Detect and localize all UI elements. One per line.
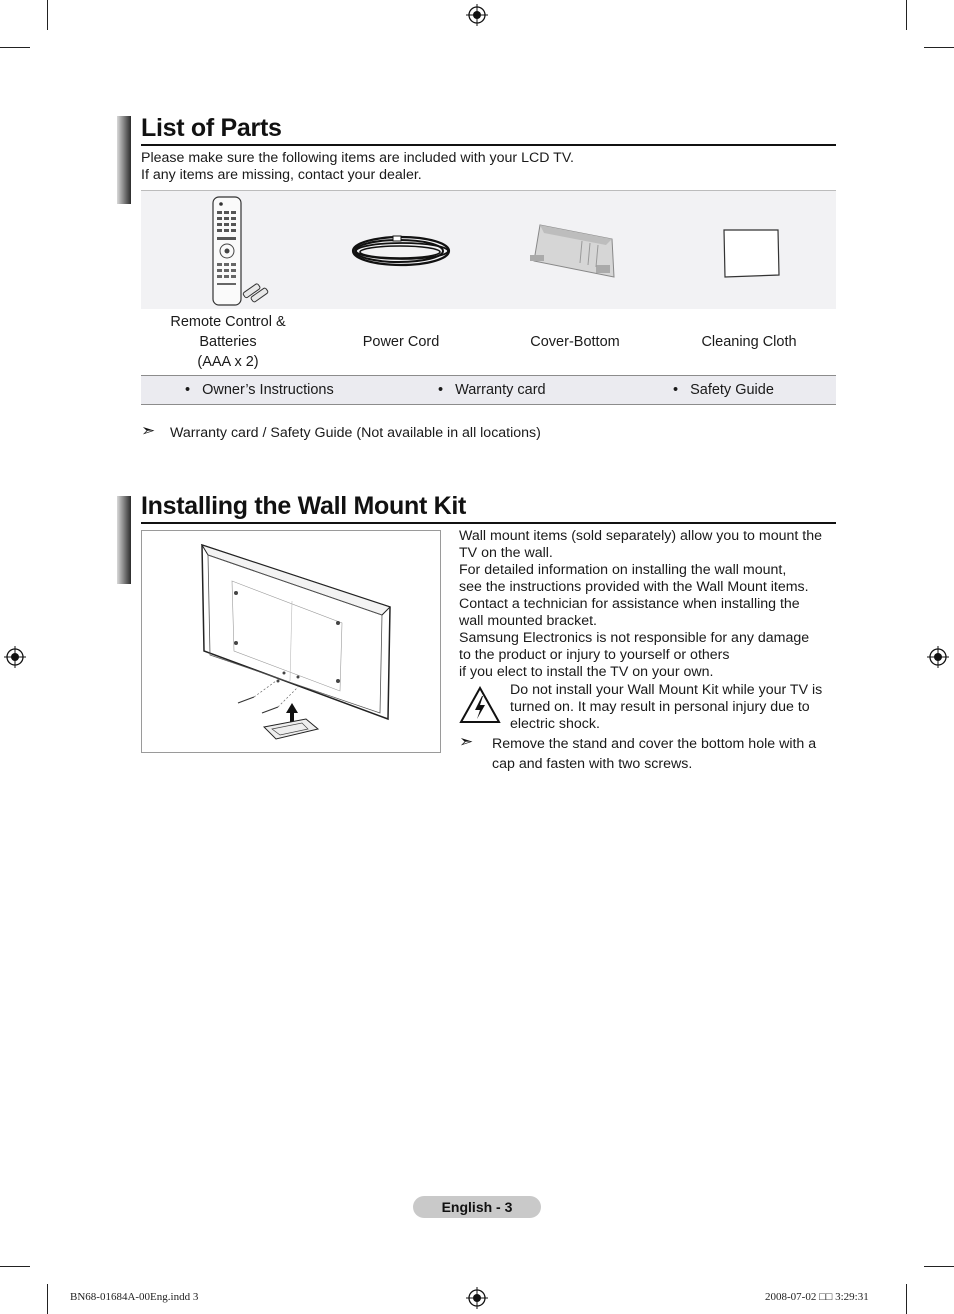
part-label-cover-bottom: Cover-Bottom — [530, 334, 620, 350]
text-line: electric shock. — [510, 716, 600, 732]
section-rule — [141, 144, 836, 146]
page-number-badge: English - 3 — [413, 1196, 541, 1218]
part-label-line: Remote Control & — [170, 314, 286, 330]
crop-mark — [906, 0, 907, 30]
documents-row — [141, 375, 836, 405]
registration-mark-icon — [466, 1287, 488, 1309]
wall-mount-text — [459, 528, 839, 681]
registration-mark-icon — [927, 646, 949, 668]
file-slug: BN68-01684A-00Eng.indd 3 — [70, 1291, 199, 1303]
electric-shock-warning-icon — [459, 686, 501, 724]
text-line: if you elect to install the TV on your own. — [459, 664, 714, 680]
text-line: cap and fasten with two screws. — [492, 756, 693, 772]
parts-images-band — [141, 190, 836, 309]
crop-mark — [924, 1266, 954, 1267]
part-label-line: (AAA x 2) — [197, 354, 259, 370]
timestamp-slug: 2008-07-02 □□ 3:29:31 — [765, 1291, 869, 1303]
crop-mark — [906, 1284, 907, 1314]
document-label: Warranty card — [455, 382, 546, 398]
text-line: to the product or injury to yourself or others — [459, 647, 730, 663]
paragraph — [459, 630, 839, 681]
bullet: • — [185, 382, 191, 398]
paragraph — [459, 528, 839, 562]
text-line: wall mounted bracket. — [459, 613, 598, 629]
crop-mark — [47, 0, 48, 30]
crop-mark — [924, 47, 954, 48]
document-label: Owner’s Instructions — [202, 382, 334, 398]
document-item — [673, 382, 774, 398]
wall-mount-illustration — [141, 530, 441, 753]
section-marker — [117, 496, 131, 584]
intro-line: If any items are missing, contact your dealer. — [141, 167, 422, 183]
bullet: • — [673, 382, 679, 398]
section-title-list-of-parts: List of Parts — [141, 114, 282, 142]
bullet: • — [438, 382, 444, 398]
note-arrow-icon: ➣ — [141, 421, 156, 440]
part-label-power-cord: Power Cord — [362, 334, 440, 350]
paragraph — [459, 562, 839, 630]
tv-wall-mount-diagram-icon — [142, 531, 440, 752]
text-line: Wall mount items (sold separately) allow you to mount the — [459, 528, 822, 544]
section-rule — [141, 522, 836, 524]
crop-mark — [0, 47, 30, 48]
text-line: see the instructions provided with the Wall Mount items. — [459, 579, 809, 595]
parts-note: Warranty card / Safety Guide (Not available in all locations) — [170, 425, 541, 441]
text-line: Do not install your Wall Mount Kit while your TV is — [510, 682, 823, 698]
wall-mount-note — [492, 734, 816, 774]
section-title-wall-mount: Installing the Wall Mount Kit — [141, 492, 467, 520]
part-label-cleaning-cloth: Cleaning Cloth — [701, 334, 797, 350]
document-item — [438, 382, 546, 398]
remote-control-icon — [207, 195, 269, 307]
note-arrow-icon: ➣ — [459, 732, 474, 751]
cleaning-cloth-icon — [721, 227, 781, 279]
text-line: For detailed information on installing the wall mount, — [459, 562, 787, 578]
section-marker — [117, 116, 131, 204]
warning-text — [510, 682, 840, 733]
cover-bottom-icon — [526, 221, 618, 281]
text-line: Samsung Electronics is not responsible for any damage — [459, 630, 810, 646]
document-item — [185, 382, 334, 398]
power-cord-icon — [349, 233, 453, 269]
parts-intro — [141, 150, 574, 184]
registration-mark-icon — [466, 4, 488, 26]
part-label-line: Batteries — [199, 334, 257, 350]
document-label: Safety Guide — [690, 382, 774, 398]
crop-mark — [47, 1284, 48, 1314]
text-line: Remove the stand and cover the bottom hole with a — [492, 736, 817, 752]
intro-line: Please make sure the following items are included with your LCD TV. — [141, 150, 574, 166]
part-label-remote — [153, 312, 303, 372]
registration-mark-icon — [4, 646, 26, 668]
text-line: Contact a technician for assistance when installing the — [459, 596, 800, 612]
text-line: TV on the wall. — [459, 545, 553, 561]
text-line: turned on. It may result in personal injury due to — [510, 699, 810, 715]
crop-mark — [0, 1266, 30, 1267]
